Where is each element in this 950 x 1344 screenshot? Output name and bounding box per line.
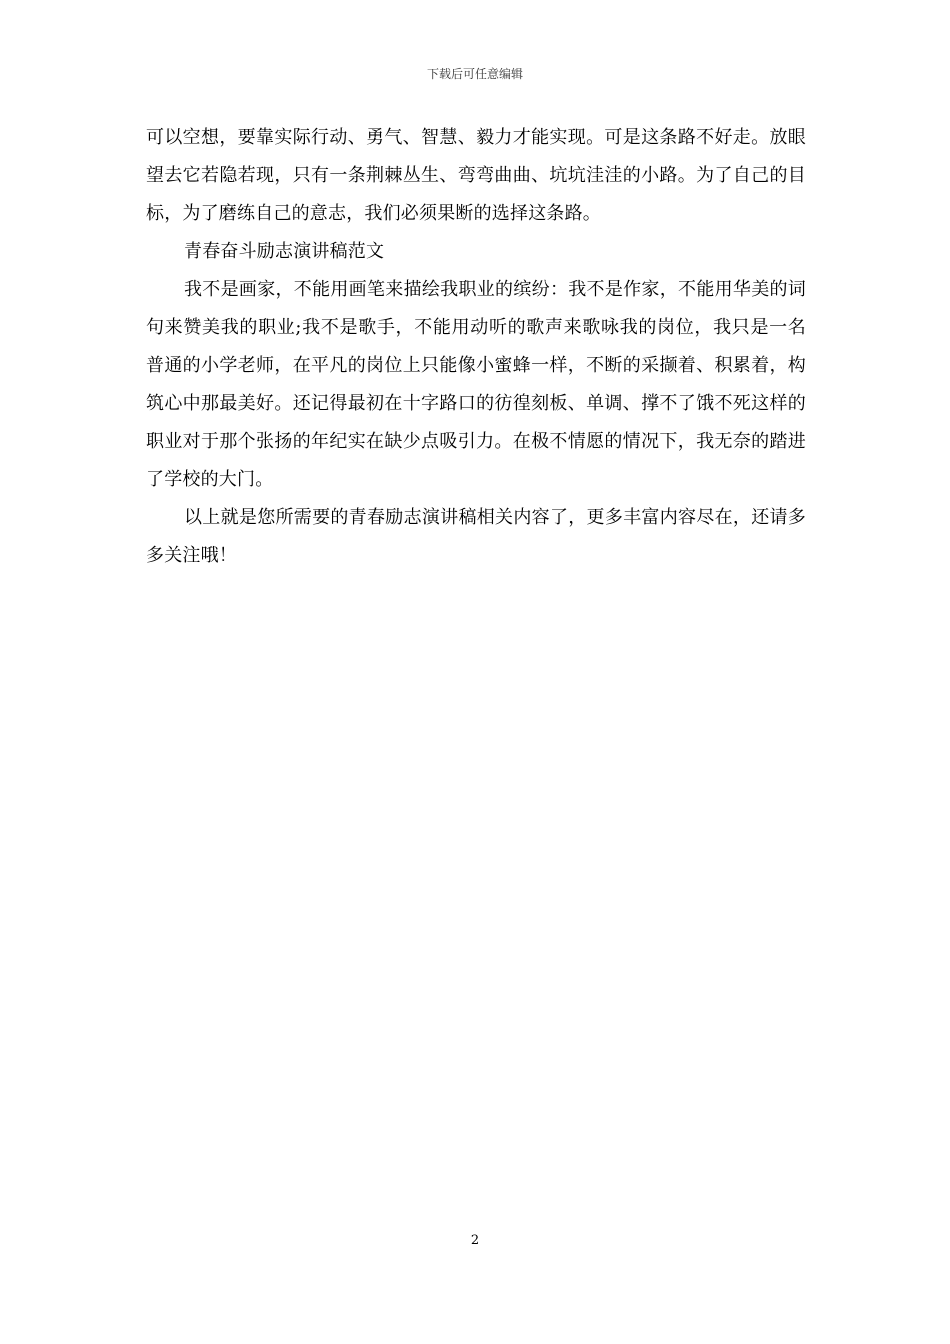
document-body xyxy=(146,119,806,575)
page-number: 2 xyxy=(470,1233,480,1248)
paragraph-continuation: 可以空想，要靠实际行动、勇气、智慧、毅力才能实现。可是这条路不好走。放眼望去它若隐若现，只有一条荆棘丛生、弯弯曲曲、坑坑洼洼的小路。为了自己的目标，为了磨练自己的意志，我们必须果断的选择这条路。 xyxy=(146,127,806,224)
section-heading: 青春奋斗励志演讲稿范文 xyxy=(184,241,385,262)
page-header: 下载后可任意编辑 xyxy=(426,67,523,81)
paragraph-closing: 以上就是您所需要的青春励志演讲稿相关内容了，更多丰富内容尽在，还请多多关注哦！ xyxy=(146,507,806,566)
paragraph-speech: 我不是画家，不能用画笔来描绘我职业的缤纷：我不是作家，不能用华美的词句来赞美我的职业;我不是歌手，不能用动听的歌声来歌咏我的岗位，我只是一名普通的小学老师，在平凡的岗位上只能像小蜜蜂一样，不断的采撷着、积累着，构筑心中那最美好。还记得最初在十字路口的彷徨刻板、单调、撑不了饿不死这样的职业对于那个张扬的年纪实在缺少点吸引力。在极不情愿的情况下，我无奈的踏进了学校的大门。 xyxy=(146,279,806,490)
